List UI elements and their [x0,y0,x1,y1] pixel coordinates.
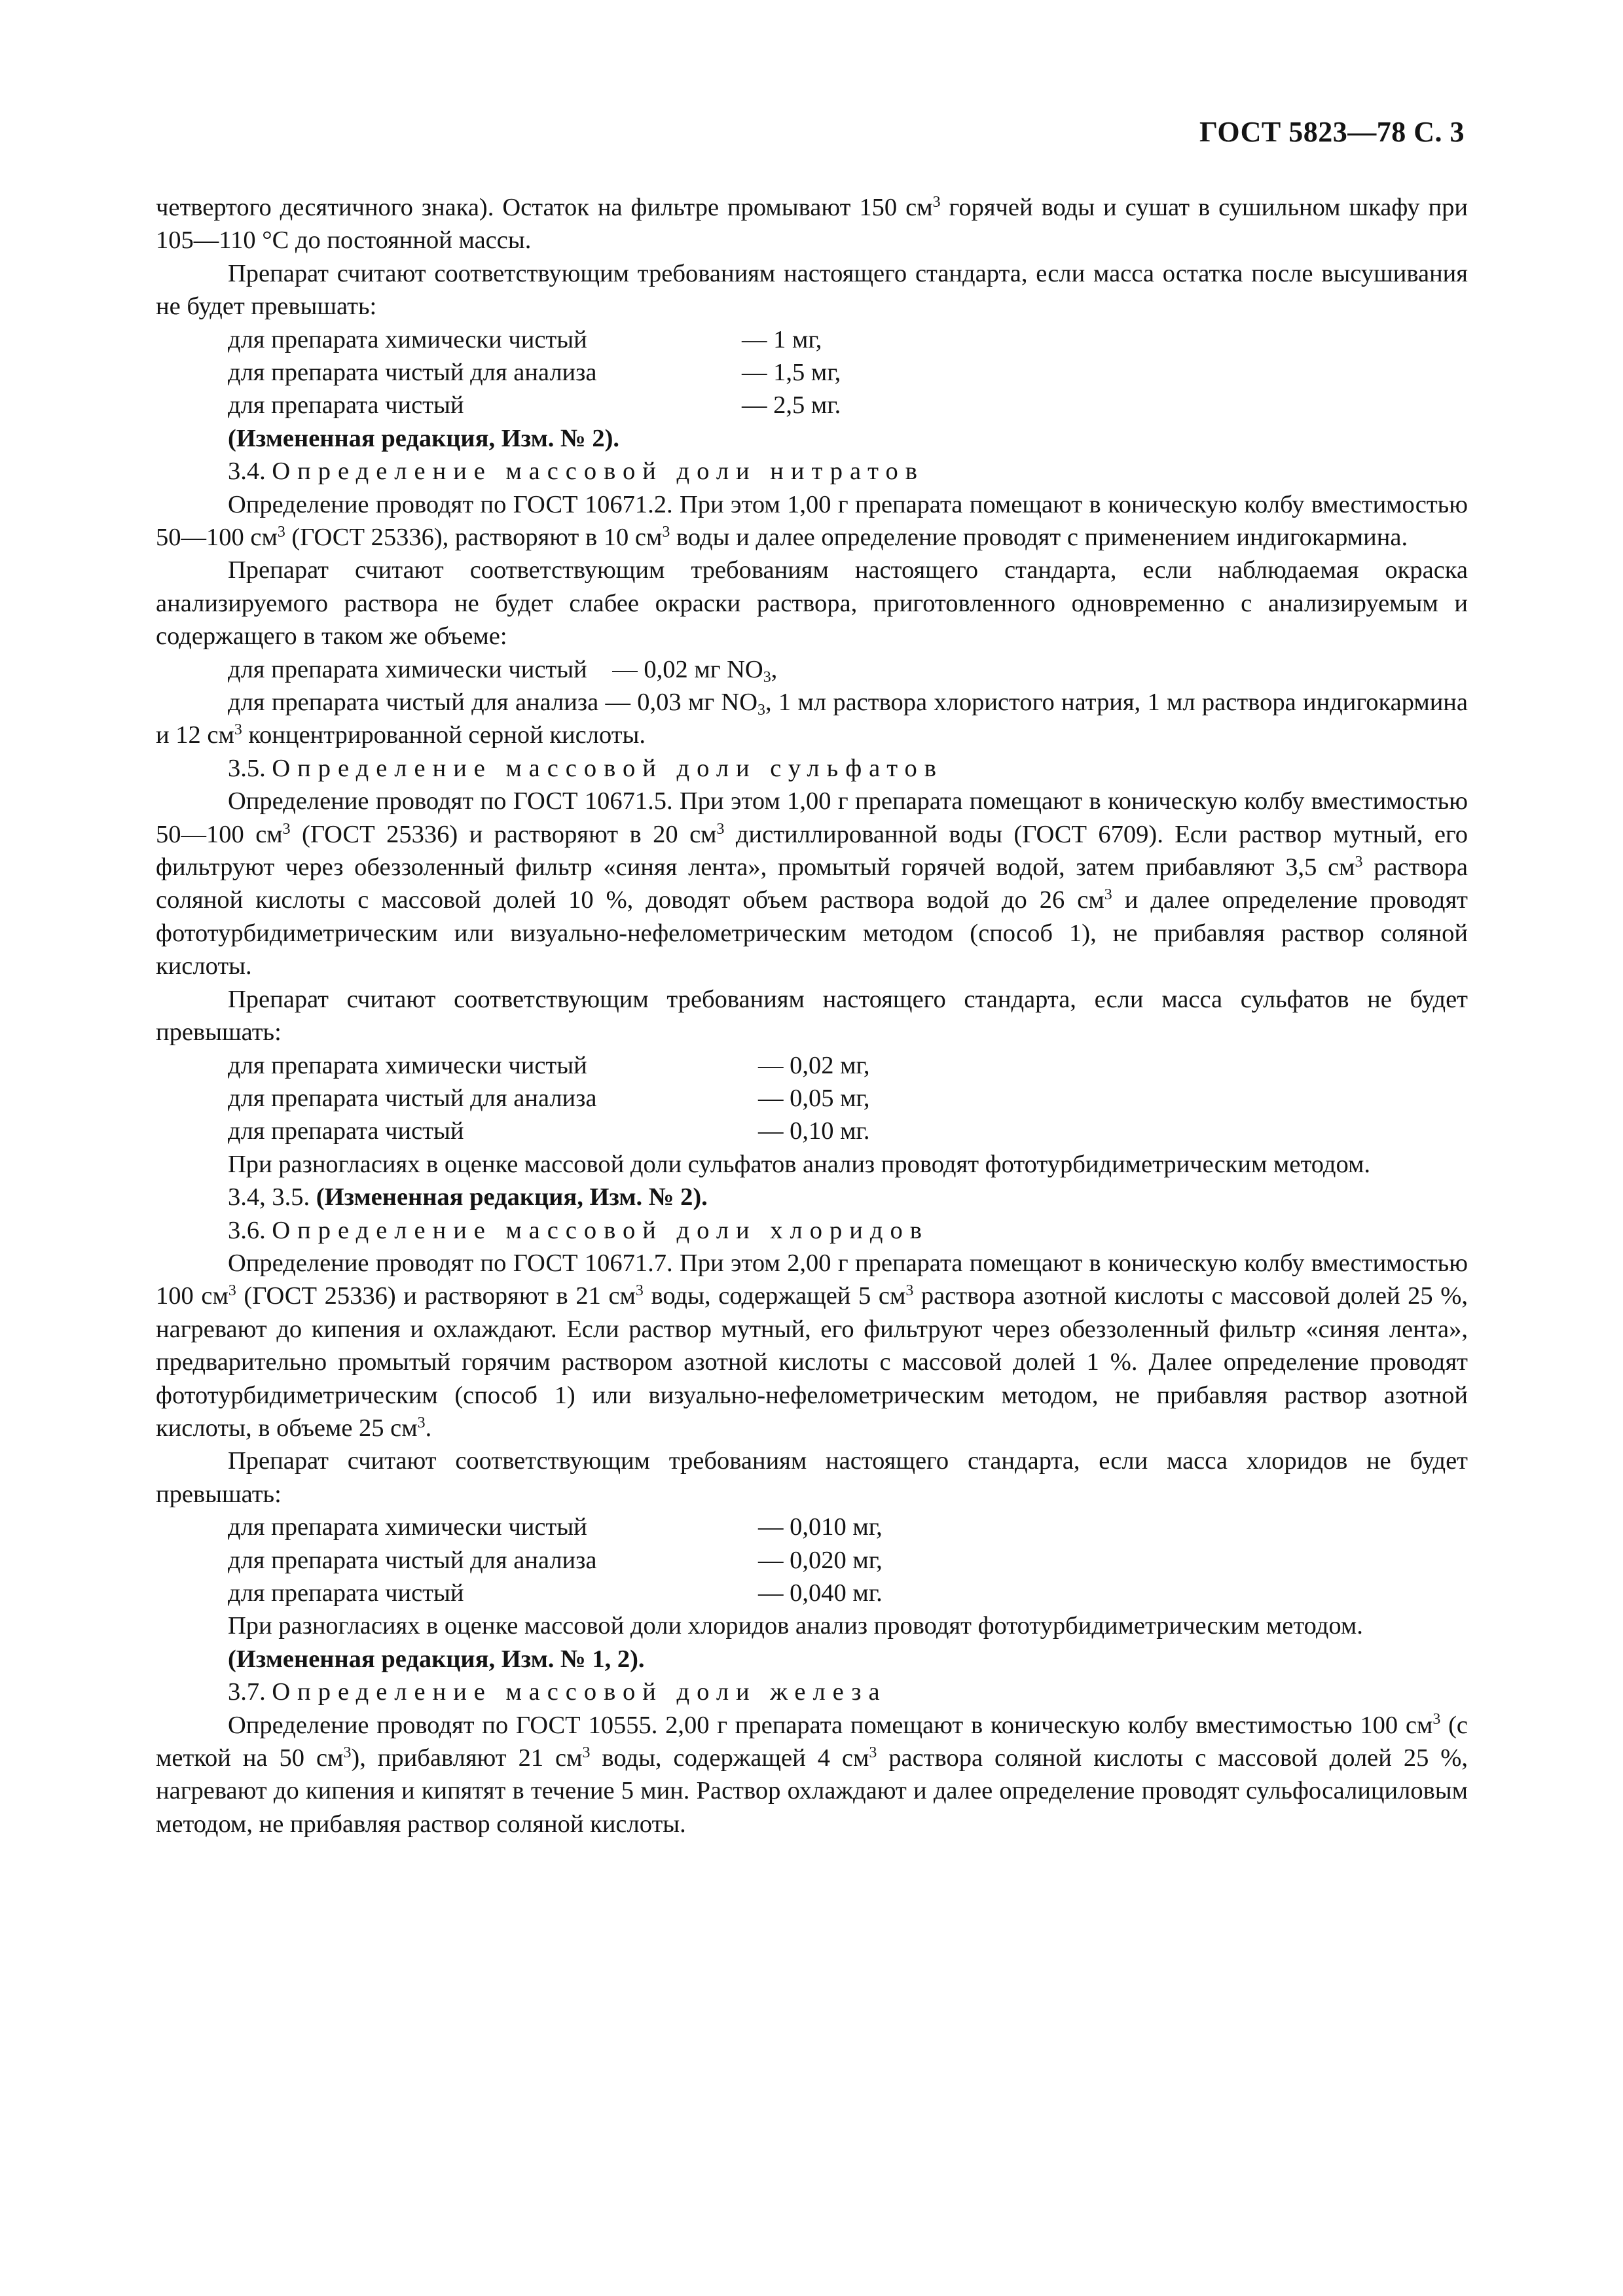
paragraph-requirement: Препарат считают соответствующим требованиям настоящего стандарта, если масса остатка после высушивания не будет превышать: [156,259,1468,321]
limits-list-sulfates [156,1049,1468,1148]
paragraph-sulfates-requirement: Препарат считают соответствующим требованиям настоящего стандарта, если масса сульфатов не будет превышать: [156,985,1468,1047]
edition-note: 3.4, 3.5. (Измененная редакция, Изм. № 2). [228,1183,708,1211]
section-heading-3-4: 3.4. Определение массовой доли нитратов [228,457,924,486]
list-item: для препарата чистый — 0,10 мг. [228,1117,870,1145]
list-item: для препарата чистый — 2,5 мг. [228,391,841,420]
section-heading-3-6: 3.6. Определение массовой доли хлоридов [228,1216,929,1244]
edition-note: (Измененная редакция, Изм. № 2). [228,424,620,452]
document-body [156,191,1468,1840]
list-item: для препарата химически чистый — 1 мг, [228,325,822,353]
page-header: ГОСТ 5823—78 С. 3 [1199,116,1465,148]
section-heading-3-5: 3.5. Определение массовой доли сульфатов [228,754,943,782]
limits-list-chlorides [156,1511,1468,1609]
paragraph-nitrates-method: Определение проводят по ГОСТ 10671.2. При этом 1,00 г препарата помещают в коническую колбу вместимостью 50—100 $см^3$ (ГОСТ 25336), растворяют в 10 $см^3$ воды и далее определение проводят с применением индигокармина. [156,490,1468,552]
list-item: для препарата чистый — 0,040 мг. [228,1579,883,1607]
paragraph-sulfates-dispute: При разногласиях в оценке массовой доли сульфатов анализ проводят фототурбидиметрическим методом. [228,1150,1371,1178]
list-item: для препарата чистый для анализа — 0,020 мг, [228,1546,883,1574]
list-item: для препарата химически чистый — 0,010 мг, [228,1513,883,1541]
paragraph-chlorides-requirement: Препарат считают соответствующим требованиям настоящего стандарта, если масса хлоридов не будет превышать: [156,1447,1468,1508]
paragraph-chlorides-dispute: При разногласиях в оценке массовой доли хлоридов анализ проводят фототурбидиметрическим методом. [228,1612,1363,1640]
paragraph-nitrates-requirement: Препарат считают соответствующим требованиям настоящего стандарта, если наблюдаемая окраска анализируемого раствора не будет слабее окраски раствора, приготовленного одновременно с анализируемым и содержащего в таком же объеме: [156,556,1468,651]
nitrates-limit-2: для препарата чистый для анализа — 0,03 мг $NO_3$, 1 мл раствора хлористого натрия, 1 мл раствора индигокармина и 12 $см^3$ концентрированной серной кислоты. [156,689,1468,749]
nitrates-limit-1: для препарата химически чистый — 0,02 мг $NO_3$, [228,655,778,686]
paragraph-sulfates-method: Определение проводят по ГОСТ 10671.5. При этом 1,00 г препарата помещают в коническую колбу вместимостью 50—100 $см^3$ (ГОСТ 25336) и растворяют в 20 $см^3$ дистиллированной воды (ГОСТ 6709). Если раствор мутный, его фильтруют через обеззоленный фильтр «синяя лента», промытый горячей водой, затем прибавляют 3,5 $см^3$ раствора соляной кислоты с массовой долей 10 %, доводят объем раствора водой до 26 $см^3$ и далее определение проводят фототурбидиметрическим или визуально-нефелометрическим методом (способ 1), не прибавляя раствор соляной кислоты. [156,787,1468,980]
list-item: для препарата химически чистый — 0,02 мг, [228,1051,870,1079]
section-heading-3-7: 3.7. Определение массовой доли железа [228,1678,887,1706]
list-item: для препарата чистый для анализа — 1,5 мг, [228,359,841,387]
limits-list-residue [156,323,1468,422]
edition-note: (Измененная редакция, Изм. № 1, 2). [228,1645,645,1673]
list-item: для препарата чистый для анализа — 0,05 мг, [228,1084,870,1112]
paragraph-chlorides-method: Определение проводят по ГОСТ 10671.7. При этом 2,00 г препарата помещают в коническую колбу вместимостью 100 $см^3$ (ГОСТ 25336) и растворяют в 21 $см^3$ воды, содержащей 5 $см^3$ раствора азотной кислоты с массовой долей 25 %, нагревают до кипения и охлаждают. Если раствор мутный, его фильтруют через обеззоленный фильтр «синяя лента», предварительно промытый горячим раствором азотной кислоты с массовой долей 1 %. Далее определение проводят фототурбидиметрическим (способ 1) или визуально-нефелометрическим методом, не прибавляя раствор азотной кислоты, в объеме 25 $см^3$. [156,1249,1468,1442]
paragraph-iron-method: Определение проводят по ГОСТ 10555. 2,00 г препарата помещают в коническую колбу вместимостью 100 $см^3$ (с меткой на 50 $см^3$), прибавляют 21 $см^3$ воды, содержащей 4 $см^3$ раствора соляной кислоты с массовой долей 25 %, нагревают до кипения и кипятят в течение 5 мин. Раствор охлаждают и далее определение проводят сульфосалициловым методом, не прибавляя раствор соляной кислоты. [156,1711,1468,1838]
paragraph-continued: четвертого десятичного знака). Остаток на фильтре промывают 150 $см^3$ горячей воды и сушат в сушильном шкафу при 105—110 °С до постоянной массы. [156,193,1468,255]
